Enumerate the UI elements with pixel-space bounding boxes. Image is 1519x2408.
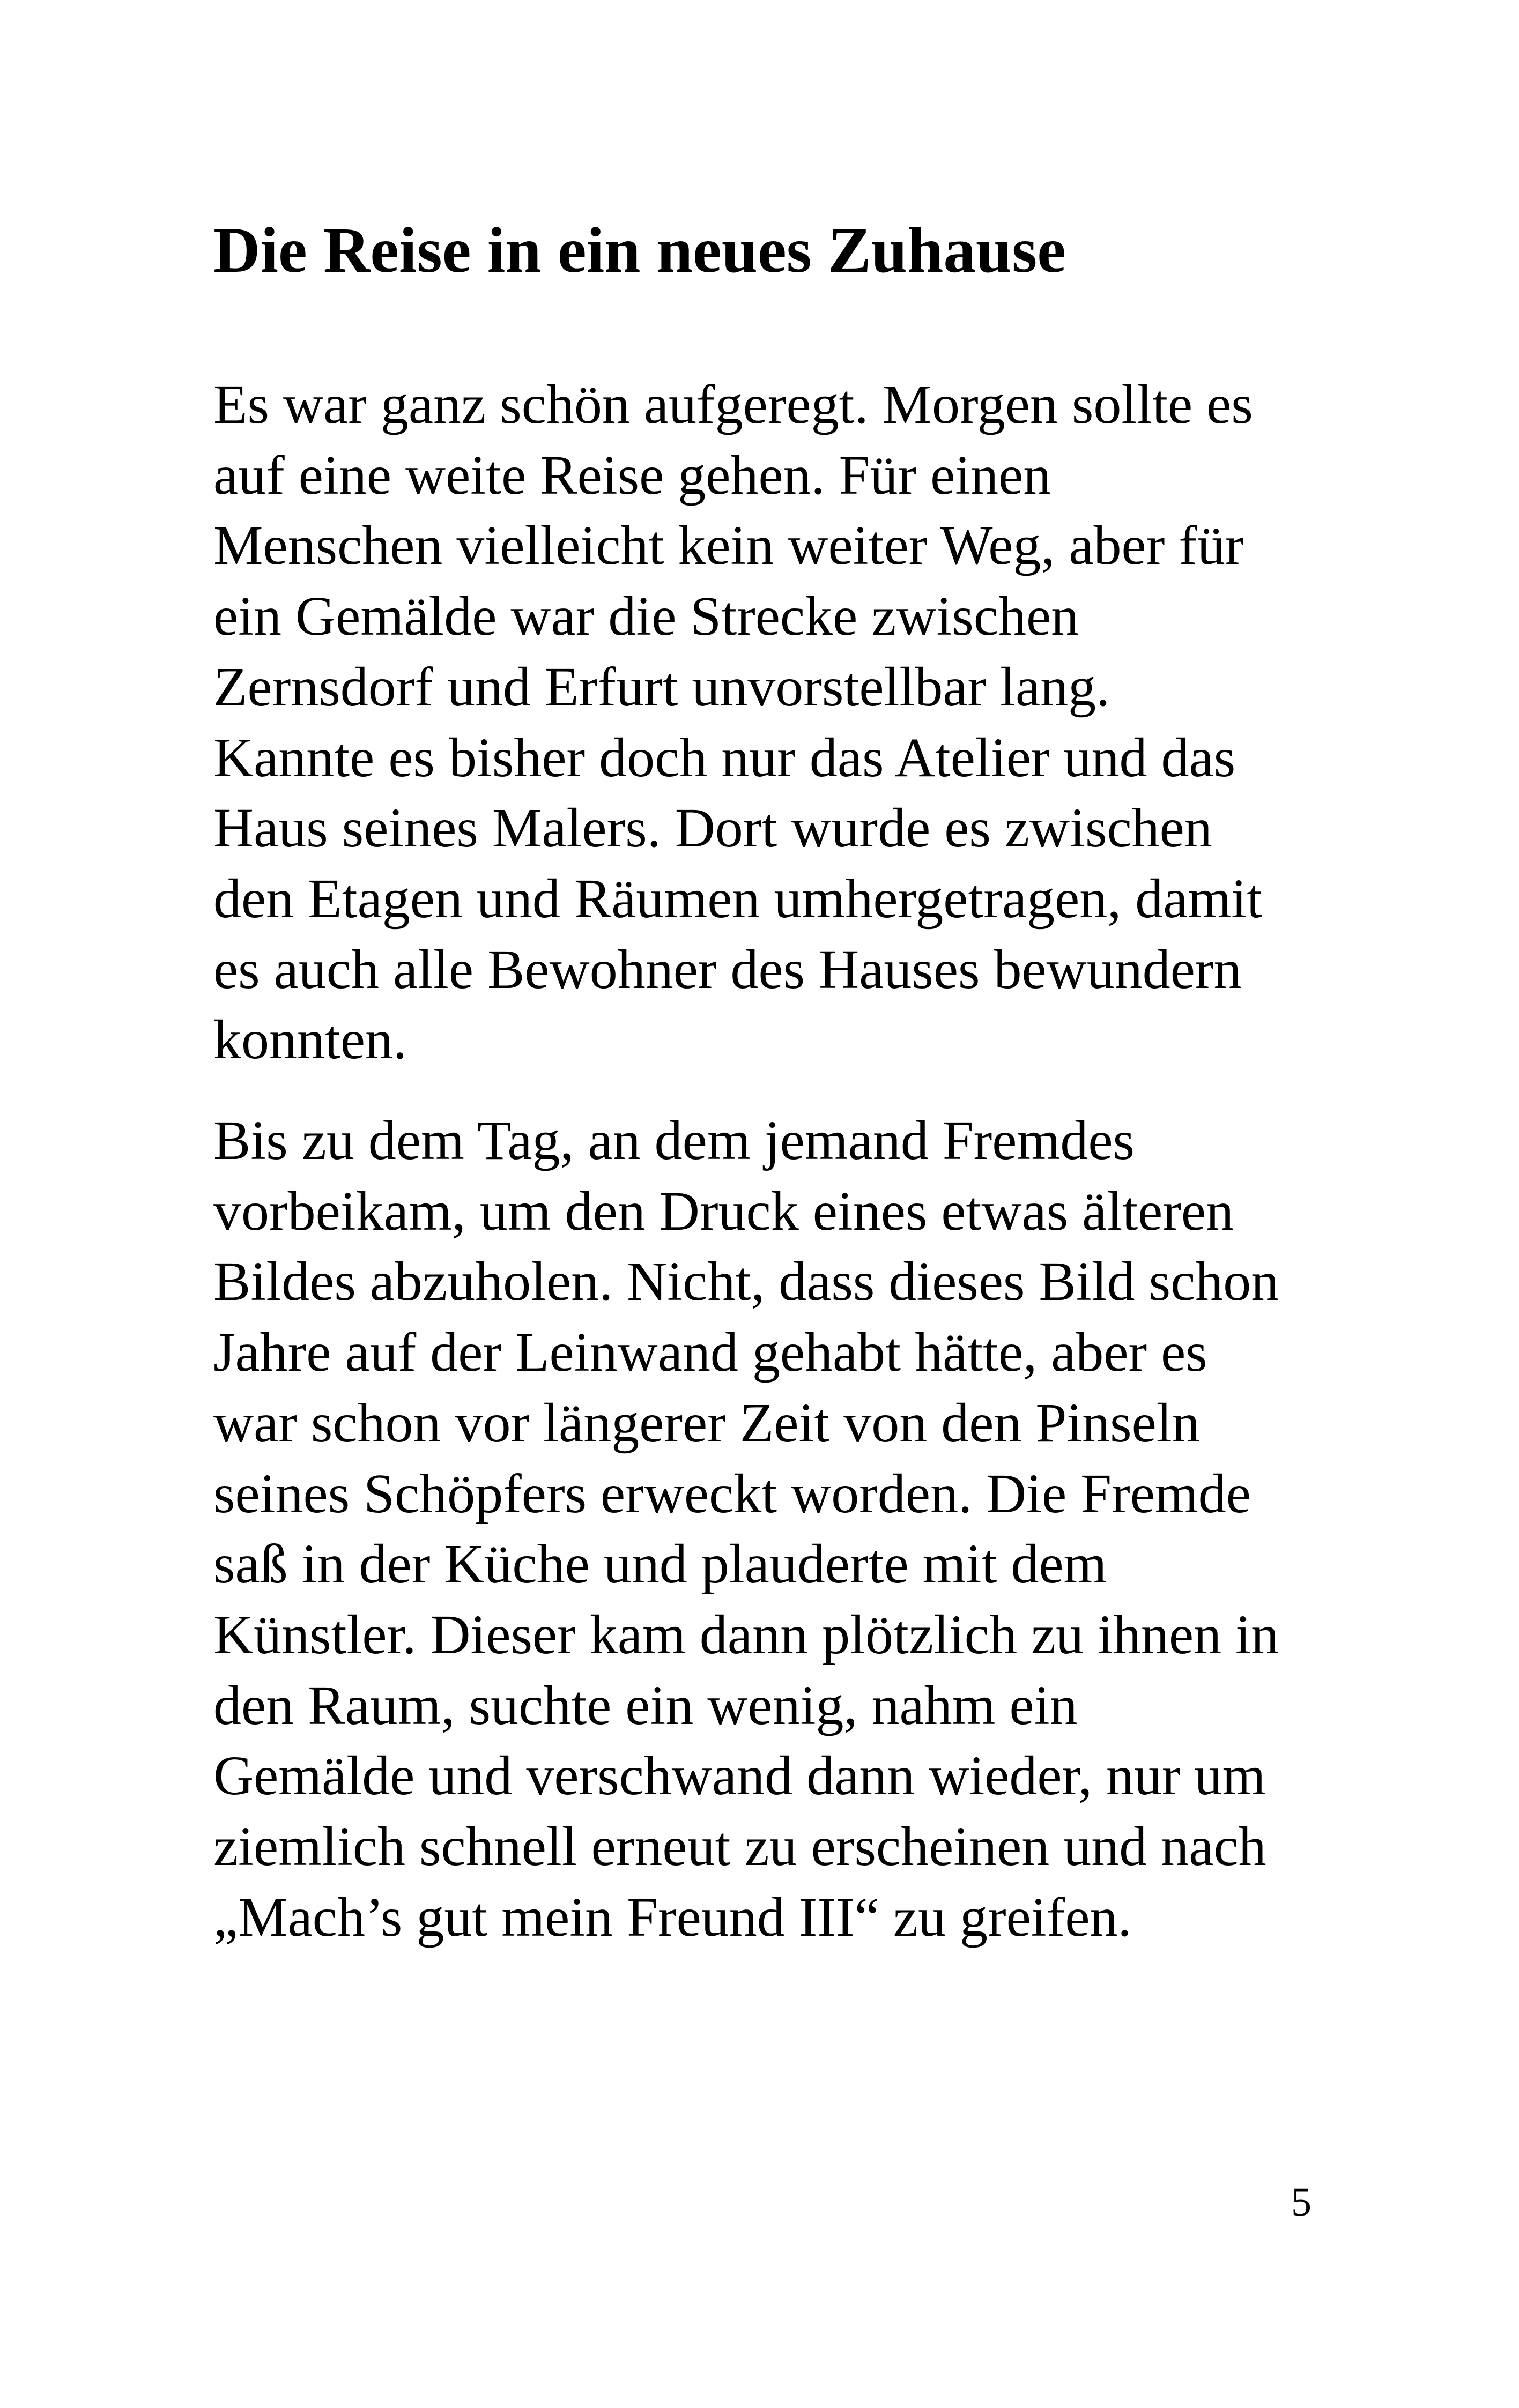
text-line: Haus seines Malers. Dort wurde es zwischen — [213, 797, 1212, 859]
text-line: den Etagen und Räumen umhergetragen, damit — [213, 867, 1263, 930]
text-line: es auch alle Bewohner des Hauses bewundern — [213, 938, 1242, 1000]
text-line: Bildes abzuholen. Nicht, dass dieses Bild schon — [213, 1251, 1279, 1313]
text-line: konnten. — [213, 1009, 407, 1071]
text-line: saß in der Küche und plauderte mit dem — [213, 1533, 1107, 1595]
text-line: Menschen vielleicht kein weiter Weg, aber für — [213, 515, 1244, 577]
text-line: ziemlich schnell erneut zu erscheinen und nach — [213, 1816, 1266, 1878]
text-line: Bis zu dem Tag, an dem jemand Fremdes — [213, 1110, 1135, 1171]
text-line: Kannte es bisher doch nur das Atelier und das — [213, 726, 1236, 789]
paragraph-2 — [213, 1105, 1279, 1952]
text-line: Gemälde und verschwand dann wieder, nur um — [213, 1745, 1266, 1807]
text-line: seines Schöpfers erweckt worden. Die Fremde — [213, 1462, 1251, 1525]
text-line: war schon vor längerer Zeit von den Pinseln — [213, 1392, 1200, 1454]
text-line: ein Gemälde war die Strecke zwischen — [213, 585, 1079, 648]
chapter-heading: Die Reise in ein neues Zuhause — [213, 214, 1066, 286]
text-line: auf eine weite Reise gehen. Für einen — [213, 444, 1051, 506]
text-line: Jahre auf der Leinwand gehabt hätte, aber es — [213, 1321, 1207, 1384]
page-number: 5 — [1291, 2180, 1311, 2225]
text-line: Es war ganz schön aufgeregt. Morgen sollte es — [213, 374, 1253, 435]
paragraph-1 — [213, 369, 1262, 1075]
text-line: vorbeikam, um den Druck eines etwas älteren — [213, 1180, 1234, 1242]
text-line: „Mach’s gut mein Freund III“ zu greifen. — [213, 1886, 1132, 1948]
text-line: Zernsdorf und Erfurt unvorstellbar lang. — [213, 656, 1110, 718]
text-line: Künstler. Dieser kam dann plötzlich zu ihnen in — [213, 1603, 1279, 1666]
text-line: den Raum, suchte ein wenig, nahm ein — [213, 1674, 1078, 1736]
